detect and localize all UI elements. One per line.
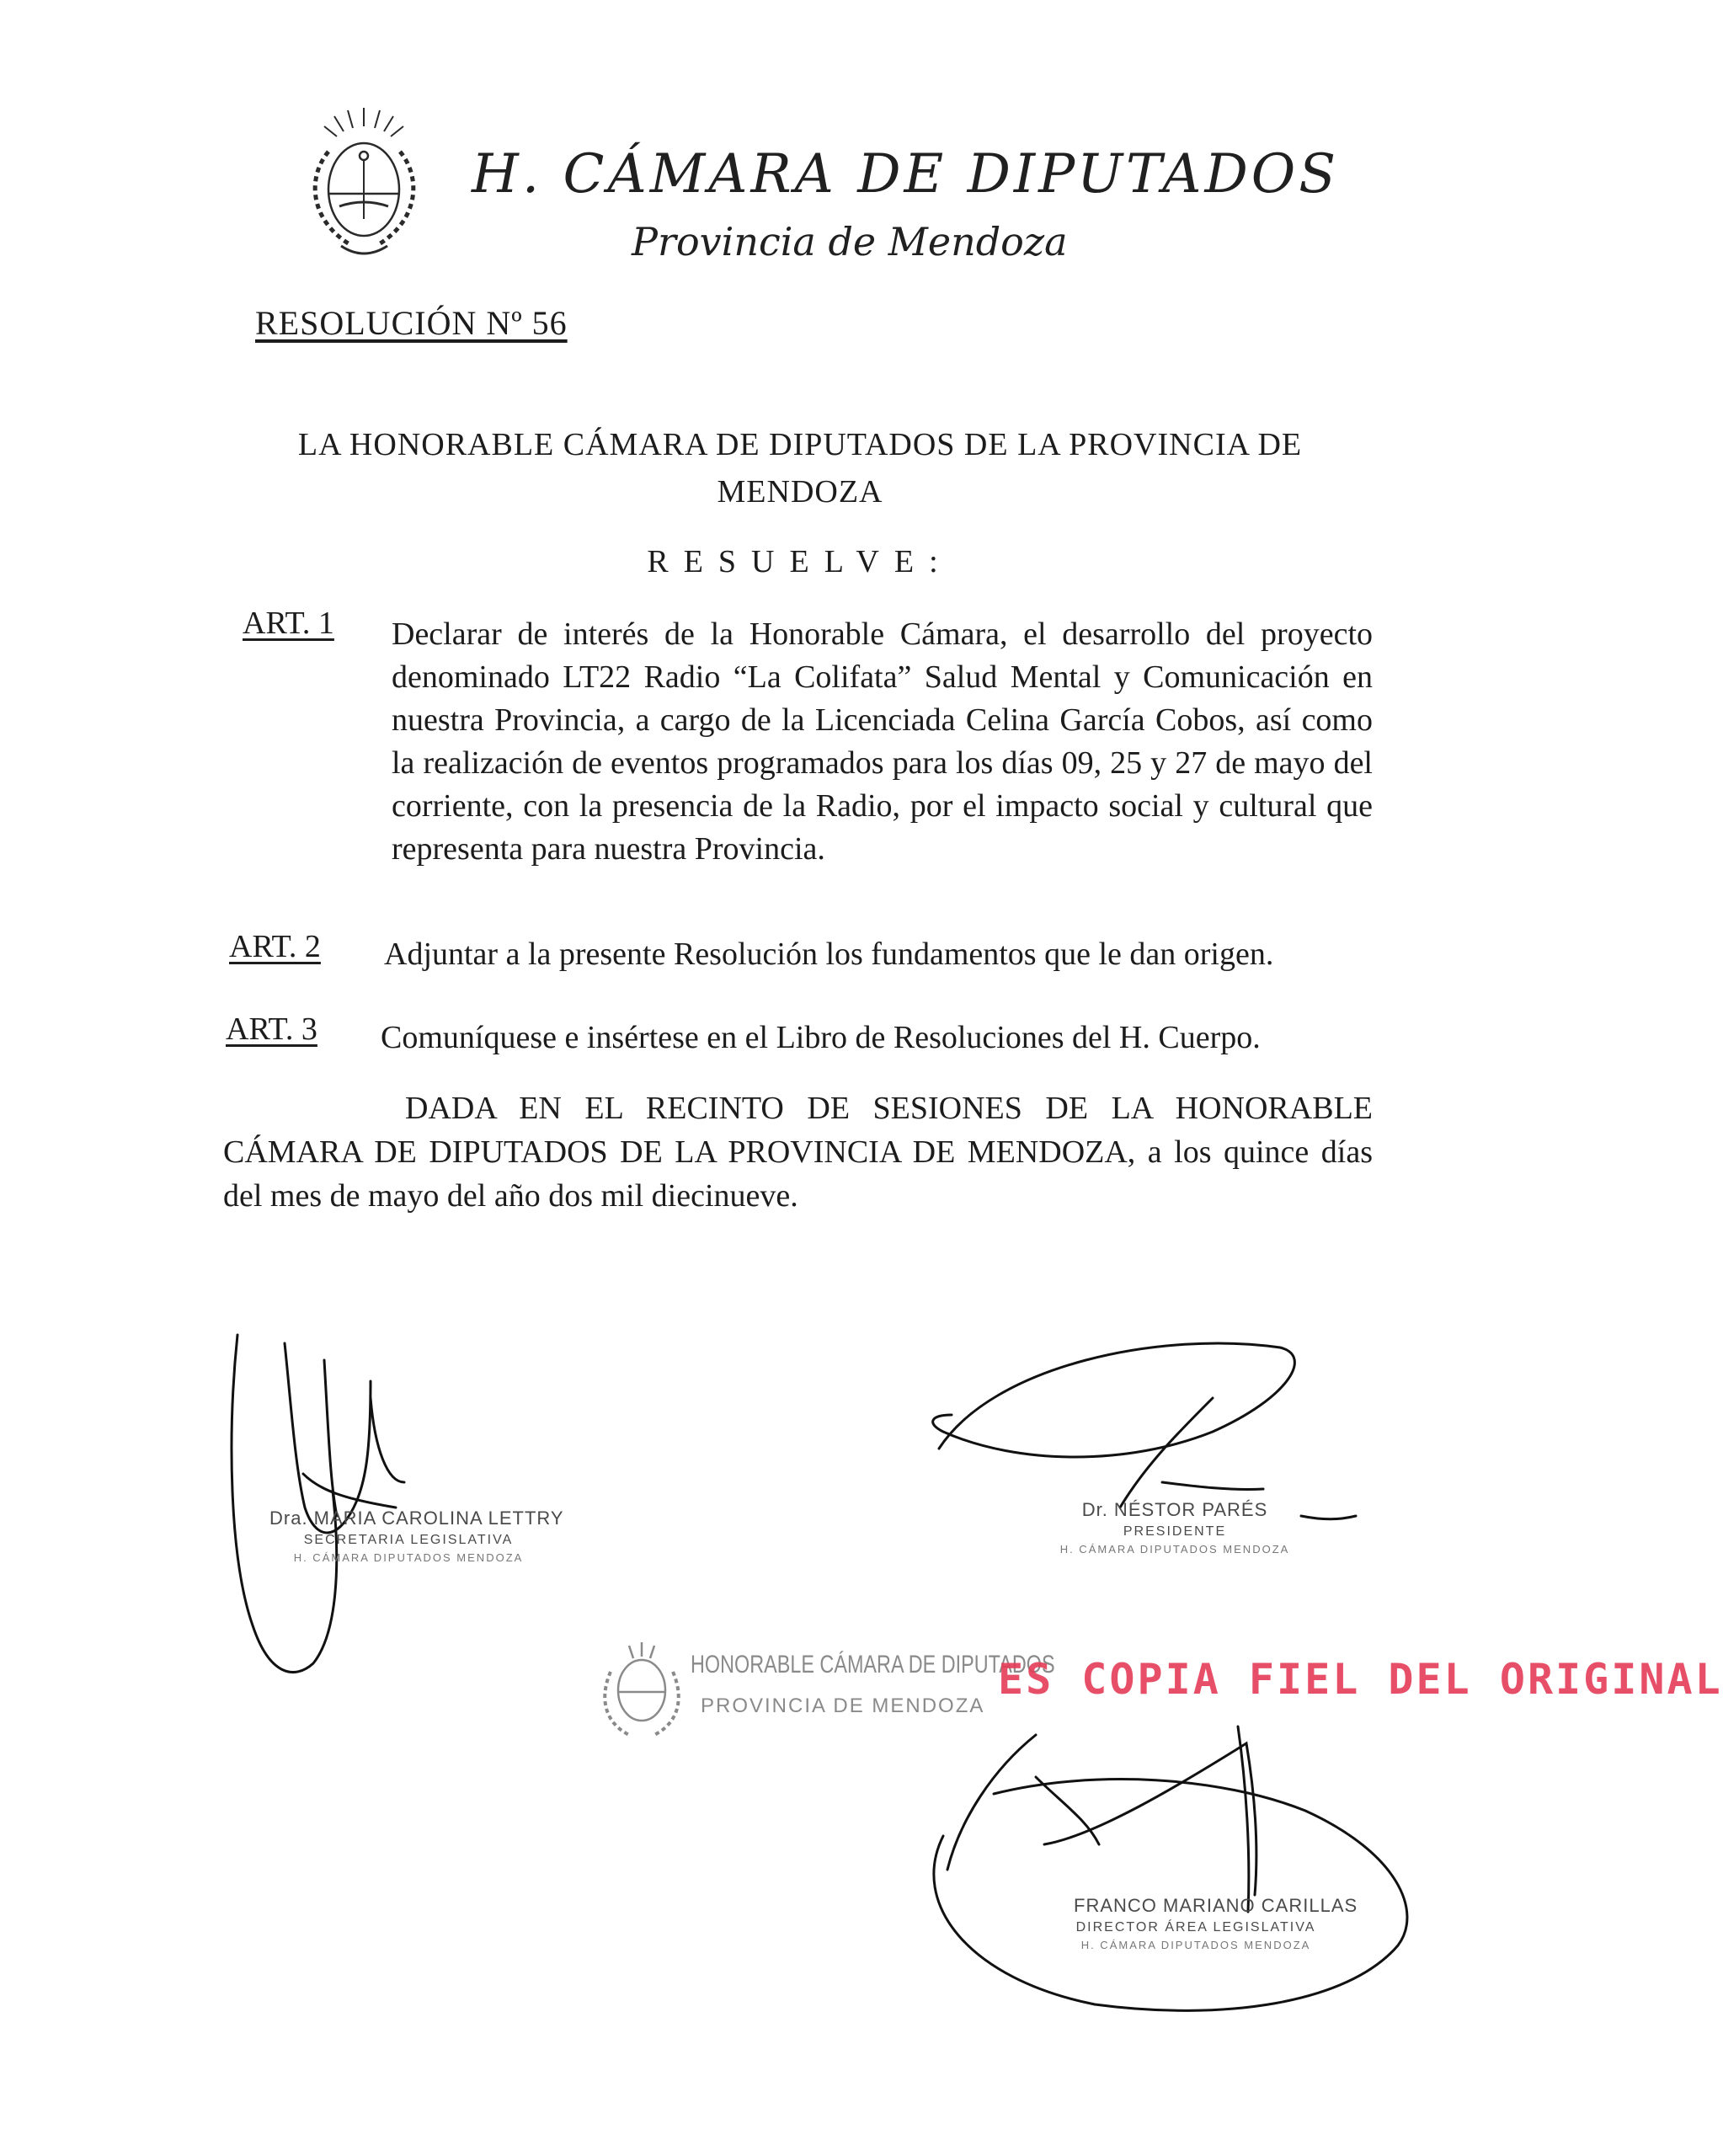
- closing-paragraph: DADA EN EL RECINTO DE SESIONES DE LA HONORABLE CÁMARA DE DIPUTADOS DE LA PROVINCIA DE MENDOZA, a los quince días del mes de mayo del año dos mil diecinueve.: [223, 1091, 1373, 1214]
- signature-block-bottom: [1074, 1895, 1358, 1951]
- signer-right-name: Dr. NÉSTOR PARÉS: [1081, 1499, 1268, 1520]
- article-1-label: ART. 1: [243, 606, 334, 641]
- stamp-institution-line-2: PROVINCIA DE MENDOZA: [701, 1694, 985, 1717]
- signer-bottom-name: FRANCO MARIANO CARILLAS: [1074, 1895, 1358, 1916]
- article-1-text: Declarar de interés de la Honorable Cámara, el desarrollo del proyecto denominado LT22 Radio “La Colifata” Salud Mental y Comunicación en nuestra Provincia, a cargo de la Licenciada Celina García Cobos, así como la realización de eventos programados para los días 09, 25 y 27 de mayo del corriente, con la presencia de la Radio, por el impacto social y cultural que representa para nuestra Provincia.: [392, 616, 1373, 867]
- signature-block-left: [269, 1508, 564, 1564]
- signer-bottom-role: DIRECTOR ÁREA LEGISLATIVA: [1075, 1920, 1316, 1935]
- document-heading: [253, 421, 1347, 515]
- article-2-label: ART. 2: [229, 929, 321, 964]
- article-3-text: Comuníquese e insértese en el Libro de Resoluciones del H. Cuerpo.: [381, 1020, 1261, 1055]
- signer-bottom-org: H. CÁMARA DIPUTADOS MENDOZA: [1080, 1939, 1311, 1951]
- signer-left-name: Dra. MARIA CAROLINA LETTRY: [269, 1508, 564, 1529]
- heading-line-2: MENDOZA: [717, 474, 883, 510]
- signature-block-right: [1032, 1499, 1318, 1556]
- article-3-label: ART. 3: [226, 1011, 317, 1047]
- resuelve-heading: RESUELVE:: [647, 544, 953, 579]
- heading-line-1: LA HONORABLE CÁMARA DE DIPUTADOS DE LA PROVINCIA DE: [297, 427, 1303, 462]
- stamp-institution-line-1: HONORABLE CÁMARA DE DIPUTADOS: [691, 1651, 1055, 1678]
- article-2-text: Adjuntar a la presente Resolución los fundamentos que le dan origen.: [384, 937, 1274, 972]
- letterhead-subtitle: Provincia de Mendoza: [632, 219, 1068, 264]
- stamp-seal-icon: [595, 1638, 688, 1739]
- signer-left-role: SECRETARIA LEGISLATIVA: [303, 1533, 514, 1547]
- letterhead-title: H. CÁMARA DE DIPUTADOS: [472, 143, 1340, 205]
- coat-of-arms-icon: [291, 101, 438, 265]
- signer-right-org: H. CÁMARA DIPUTADOS MENDOZA: [1059, 1543, 1290, 1556]
- signer-right-role: PRESIDENTE: [1123, 1524, 1227, 1539]
- resolution-number: RESOLUCIÓN Nº 56: [255, 304, 568, 342]
- certified-copy-stamp: ES COPIA FIEL DEL ORIGINAL: [998, 1655, 1723, 1704]
- signer-left-org: H. CÁMARA DIPUTADOS MENDOZA: [293, 1551, 524, 1564]
